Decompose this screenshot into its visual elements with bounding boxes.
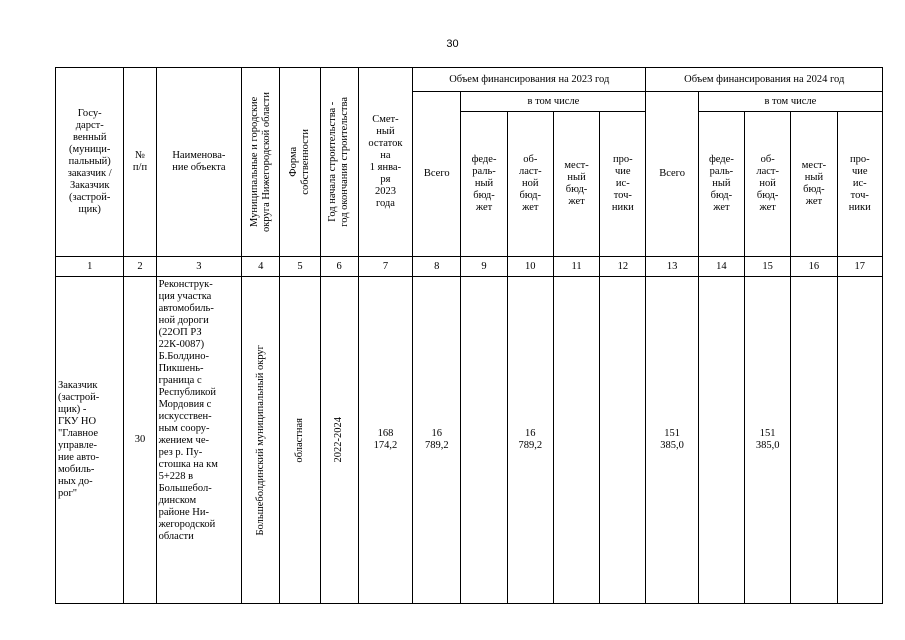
- header-financing-2023: Объем финансирования на 2023 год: [413, 68, 646, 92]
- row-estimated-balance: 168 174,2: [358, 277, 412, 604]
- column-number: 7: [358, 257, 412, 277]
- row-federal-2023: [461, 277, 507, 604]
- column-number: 17: [837, 257, 882, 277]
- header-local-2023: мест- ный бюд- жет: [553, 112, 599, 257]
- header-federal-2024: феде- раль- ный бюд- жет: [698, 112, 744, 257]
- row-ownership: областная: [280, 277, 320, 604]
- column-number: 9: [461, 257, 507, 277]
- row-object-name: Реконструк- ция участка автомобиль- ной дороги (22ОП РЗ 22К-0087) Б.Болдино- Пикшень- граница с Республикой Мордовия с искусствен- ным соору- жением че- рез р. Пу- стошка на км 5+228 в Большебол- динском районе Ни- жегородской области: [156, 277, 242, 604]
- page-number: 30: [446, 38, 459, 50]
- header-local-2024: мест- ный бюд- жет: [791, 112, 837, 257]
- table-row: [56, 277, 883, 604]
- header-object-name: Наименова- ние объекта: [156, 68, 242, 257]
- column-number: 15: [745, 257, 791, 277]
- header-federal-2023: феде- раль- ный бюд- жет: [461, 112, 507, 257]
- column-number: 3: [156, 257, 242, 277]
- header-total-2023: Всего: [413, 92, 461, 257]
- header-other-2024: про- чие ис- точ- ники: [837, 112, 882, 257]
- row-local-2024: [791, 277, 837, 604]
- row-total-2023: 16 789,2: [413, 277, 461, 604]
- column-number: 2: [124, 257, 156, 277]
- row-other-2023: [600, 277, 646, 604]
- header-total-2024: Всего: [646, 92, 698, 257]
- row-customer: Заказчик (застрой- щик) - ГКУ НО "Главное управле- ние авто- мобиль- ных до- рог": [56, 277, 124, 604]
- column-number: 14: [698, 257, 744, 277]
- header-including-2024: в том числе: [698, 92, 882, 112]
- row-other-2024: [837, 277, 882, 604]
- row-regional-2024: 151 385,0: [745, 277, 791, 604]
- row-number: 30: [124, 277, 156, 604]
- financing-table: [55, 67, 883, 604]
- header-municipal-district: Муниципальные и городские округа Нижегородской области: [242, 68, 280, 257]
- column-number: 5: [280, 257, 320, 277]
- column-number: 6: [320, 257, 358, 277]
- header-other-2023: про- чие ис- точ- ники: [600, 112, 646, 257]
- header-estimated-balance: Смет- ный остаток на 1 янва- ря 2023 года: [358, 68, 412, 257]
- header-financing-2024: Объем финансирования на 2024 год: [646, 68, 883, 92]
- column-number: 8: [413, 257, 461, 277]
- column-number: 13: [646, 257, 698, 277]
- row-federal-2024: [698, 277, 744, 604]
- row-local-2023: [553, 277, 599, 604]
- column-number: 4: [242, 257, 280, 277]
- header-construction-years: Год начала строительства - год окончания строительства: [320, 68, 358, 257]
- header-number: № п/п: [124, 68, 156, 257]
- column-number: 11: [553, 257, 599, 277]
- row-total-2024: 151 385,0: [646, 277, 698, 604]
- header-ownership: Форма собственности: [280, 68, 320, 257]
- header-customer: Госу- дарст- венный (муници- пальный) заказчик / Заказчик (застрой- щик): [56, 68, 124, 257]
- row-regional-2023: 16 789,2: [507, 277, 553, 604]
- row-construction-years: 2022-2024: [320, 277, 358, 604]
- header-regional-2024: об- ласт- ной бюд- жет: [745, 112, 791, 257]
- row-municipal-district: Большеболдинский муниципальный округ: [242, 277, 280, 604]
- column-number: 12: [600, 257, 646, 277]
- column-number: 16: [791, 257, 837, 277]
- column-numbers-row: [56, 257, 883, 277]
- column-number: 1: [56, 257, 124, 277]
- header-regional-2023: об- ласт- ной бюд- жет: [507, 112, 553, 257]
- column-number: 10: [507, 257, 553, 277]
- header-including-2023: в том числе: [461, 92, 646, 112]
